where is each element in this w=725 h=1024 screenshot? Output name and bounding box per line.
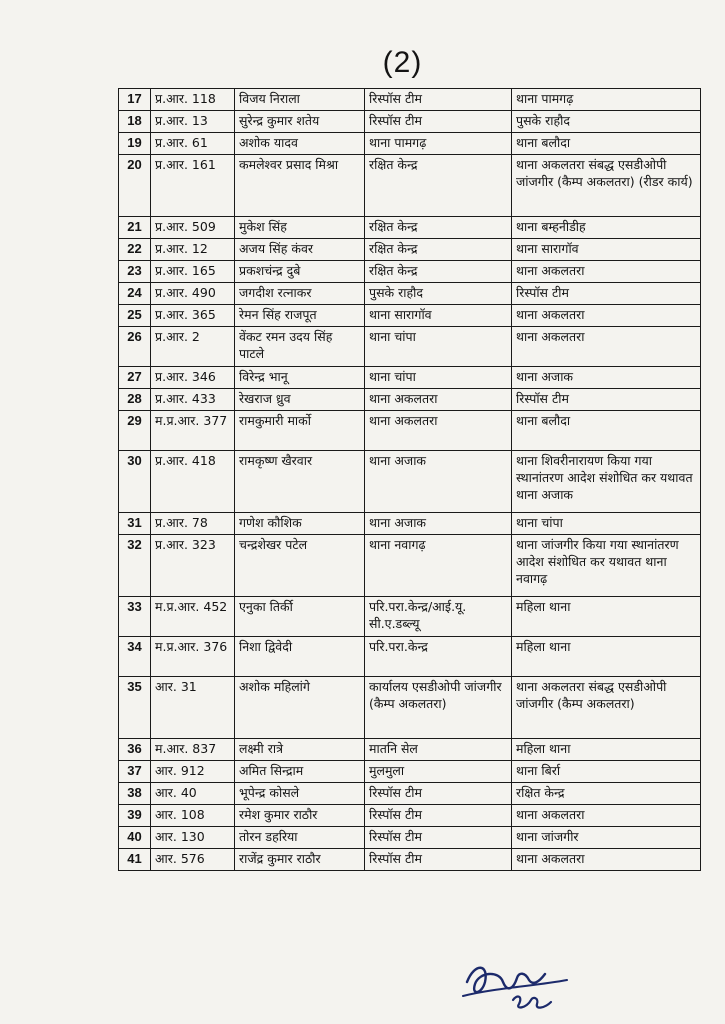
name-cell: विजय निराला [235, 89, 365, 111]
from-posting-cell: थाना अकलतरा [365, 389, 512, 411]
name-cell: गणेश कौशिक [235, 513, 365, 535]
rank-cell: आर. 576 [151, 849, 235, 871]
serial-cell: 19 [119, 133, 151, 155]
table-row [119, 155, 701, 217]
name-cell: रामकृष्ण खैरवार [235, 451, 365, 513]
table-row [119, 411, 701, 451]
table-row [119, 783, 701, 805]
serial-cell: 36 [119, 739, 151, 761]
name-cell: विरेन्द्र भानू [235, 367, 365, 389]
name-cell: निशा द्विवेदी [235, 637, 365, 677]
rank-cell: आर. 130 [151, 827, 235, 849]
to-posting-cell: महिला थाना [512, 739, 701, 761]
name-cell: वेंकट रमन उदय सिंह पाटले [235, 327, 365, 367]
name-cell: मुकेश सिंह [235, 217, 365, 239]
from-posting-cell: रक्षित केन्द्र [365, 217, 512, 239]
table-row [119, 451, 701, 513]
rank-cell: प्र.आर. 13 [151, 111, 235, 133]
table-row [119, 389, 701, 411]
from-posting-cell: पुसके राहौद [365, 283, 512, 305]
from-posting-cell: रिस्पॉस टीम [365, 827, 512, 849]
to-posting-cell: थाना बम्हनीडीह [512, 217, 701, 239]
table-row [119, 217, 701, 239]
to-posting-cell: थाना बिर्रा [512, 761, 701, 783]
rank-cell: म.प्र.आर. 377 [151, 411, 235, 451]
name-cell: अजय सिंह कंवर [235, 239, 365, 261]
to-posting-cell: थाना अकलतरा [512, 327, 701, 367]
to-posting-cell: थाना चांपा [512, 513, 701, 535]
table-row [119, 597, 701, 637]
from-posting-cell: थाना अजाक [365, 513, 512, 535]
serial-cell: 38 [119, 783, 151, 805]
table-row [119, 761, 701, 783]
table-row [119, 111, 701, 133]
from-posting-cell: मातनि सेल [365, 739, 512, 761]
table-row [119, 849, 701, 871]
from-posting-cell: थाना अजाक [365, 451, 512, 513]
table-row [119, 305, 701, 327]
name-cell: अशोक महिलांगे [235, 677, 365, 739]
to-posting-cell: थाना अकलतरा [512, 305, 701, 327]
rank-cell: प्र.आर. 323 [151, 535, 235, 597]
table-row [119, 239, 701, 261]
rank-cell: म.आर. 837 [151, 739, 235, 761]
name-cell: अशोक यादव [235, 133, 365, 155]
rank-cell: आर. 912 [151, 761, 235, 783]
to-posting-cell: थाना बलौदा [512, 133, 701, 155]
rank-cell: प्र.आर. 78 [151, 513, 235, 535]
table-row [119, 677, 701, 739]
table-row [119, 283, 701, 305]
serial-cell: 33 [119, 597, 151, 637]
serial-cell: 23 [119, 261, 151, 283]
to-posting-cell: रिस्पॉस टीम [512, 389, 701, 411]
serial-cell: 25 [119, 305, 151, 327]
to-posting-cell: थाना अजाक [512, 367, 701, 389]
serial-cell: 26 [119, 327, 151, 367]
serial-cell: 21 [119, 217, 151, 239]
to-posting-cell: थाना अकलतरा [512, 261, 701, 283]
serial-cell: 35 [119, 677, 151, 739]
to-posting-cell: थाना सारागॉव [512, 239, 701, 261]
table-row [119, 805, 701, 827]
to-posting-cell: महिला थाना [512, 637, 701, 677]
serial-cell: 22 [119, 239, 151, 261]
table-row [119, 637, 701, 677]
serial-cell: 24 [119, 283, 151, 305]
table-row [119, 739, 701, 761]
name-cell: भूपेन्द्र कोसले [235, 783, 365, 805]
from-posting-cell: रक्षित केन्द्र [365, 239, 512, 261]
table-row [119, 327, 701, 367]
table-row [119, 535, 701, 597]
from-posting-cell: परि.परा.केन्द्र/आई.यू. सी.ए.डब्ल्यू [365, 597, 512, 637]
name-cell: सुरेन्द्र कुमार शतेय [235, 111, 365, 133]
from-posting-cell: मुलमुला [365, 761, 512, 783]
transfer-table-body [119, 89, 701, 871]
to-posting-cell: महिला थाना [512, 597, 701, 637]
rank-cell: आर. 40 [151, 783, 235, 805]
name-cell: जगदीश रत्नाकर [235, 283, 365, 305]
rank-cell: प्र.आर. 365 [151, 305, 235, 327]
from-posting-cell: थाना पामगढ़ [365, 133, 512, 155]
table-row [119, 261, 701, 283]
page-number: (2) [382, 46, 423, 79]
to-posting-cell: थाना पामगढ़ [512, 89, 701, 111]
serial-cell: 31 [119, 513, 151, 535]
serial-cell: 40 [119, 827, 151, 849]
from-posting-cell: थाना नवागढ़ [365, 535, 512, 597]
rank-cell: प्र.आर. 118 [151, 89, 235, 111]
serial-cell: 32 [119, 535, 151, 597]
to-posting-cell: थाना अकलतरा [512, 849, 701, 871]
table-row [119, 89, 701, 111]
name-cell: रमेश कुमार राठौर [235, 805, 365, 827]
to-posting-cell: थाना जांजगीर [512, 827, 701, 849]
from-posting-cell: रिस्पॉस टीम [365, 805, 512, 827]
rank-cell: प्र.आर. 12 [151, 239, 235, 261]
signature [455, 952, 575, 1016]
from-posting-cell: कार्यालय एसडीओपी जांजगीर (कैम्प अकलतरा) [365, 677, 512, 739]
to-posting-cell: थाना जांजगीर किया गया स्थानांतरण आदेश संशोधित कर यथावत थाना नवागढ़ [512, 535, 701, 597]
to-posting-cell: थाना अकलतरा संबद्ध एसडीओपी जांजगीर (कैम्प अकलतरा) [512, 677, 701, 739]
table-row [119, 513, 701, 535]
to-posting-cell: पुसके राहौद [512, 111, 701, 133]
name-cell: लक्ष्मी रात्रे [235, 739, 365, 761]
from-posting-cell: रक्षित केन्द्र [365, 261, 512, 283]
rank-cell: प्र.आर. 490 [151, 283, 235, 305]
to-posting-cell: थाना अकलतरा संबद्ध एसडीओपी जांजगीर (कैम्प अकलतरा) (रीडर कार्य) [512, 155, 701, 217]
from-posting-cell: रक्षित केन्द्र [365, 155, 512, 217]
serial-cell: 37 [119, 761, 151, 783]
table-row [119, 133, 701, 155]
from-posting-cell: रिस्पॉस टीम [365, 849, 512, 871]
rank-cell: म.प्र.आर. 376 [151, 637, 235, 677]
to-posting-cell: थाना बलौदा [512, 411, 701, 451]
rank-cell: प्र.आर. 61 [151, 133, 235, 155]
from-posting-cell: परि.परा.केन्द्र [365, 637, 512, 677]
table-row [119, 827, 701, 849]
name-cell: प्रकशचंन्द्र दुबे [235, 261, 365, 283]
rank-cell: प्र.आर. 161 [151, 155, 235, 217]
from-posting-cell: थाना अकलतरा [365, 411, 512, 451]
name-cell: कमलेश्वर प्रसाद मिश्रा [235, 155, 365, 217]
from-posting-cell: रिस्पॉस टीम [365, 783, 512, 805]
name-cell: रेमन सिंह राजपूत [235, 305, 365, 327]
serial-cell: 17 [119, 89, 151, 111]
to-posting-cell: रिस्पॉस टीम [512, 283, 701, 305]
from-posting-cell: रिस्पॉस टीम [365, 111, 512, 133]
name-cell: रामकुमारी मार्को [235, 411, 365, 451]
to-posting-cell: थाना शिवरीनारायण किया गया स्थानांतरण आदेश संशोधित कर यथावत थाना अजाक [512, 451, 701, 513]
transfer-table [118, 88, 701, 871]
rank-cell: आर. 31 [151, 677, 235, 739]
from-posting-cell: थाना सारागॉव [365, 305, 512, 327]
name-cell: राजेंद्र कुमार राठौर [235, 849, 365, 871]
rank-cell: प्र.आर. 433 [151, 389, 235, 411]
from-posting-cell: थाना चांपा [365, 327, 512, 367]
rank-cell: म.प्र.आर. 452 [151, 597, 235, 637]
serial-cell: 20 [119, 155, 151, 217]
rank-cell: प्र.आर. 418 [151, 451, 235, 513]
serial-cell: 34 [119, 637, 151, 677]
rank-cell: प्र.आर. 509 [151, 217, 235, 239]
serial-cell: 29 [119, 411, 151, 451]
rank-cell: प्र.आर. 165 [151, 261, 235, 283]
serial-cell: 27 [119, 367, 151, 389]
serial-cell: 39 [119, 805, 151, 827]
from-posting-cell: रिस्पॉस टीम [365, 89, 512, 111]
serial-cell: 41 [119, 849, 151, 871]
name-cell: तोरन डहरिया [235, 827, 365, 849]
to-posting-cell: थाना अकलतरा [512, 805, 701, 827]
serial-cell: 28 [119, 389, 151, 411]
rank-cell: आर. 108 [151, 805, 235, 827]
serial-cell: 18 [119, 111, 151, 133]
rank-cell: प्र.आर. 2 [151, 327, 235, 367]
name-cell: अमित सिन्द्राम [235, 761, 365, 783]
name-cell: चन्द्रशेखर पटेल [235, 535, 365, 597]
serial-cell: 30 [119, 451, 151, 513]
name-cell: एनुका तिर्की [235, 597, 365, 637]
rank-cell: प्र.आर. 346 [151, 367, 235, 389]
from-posting-cell: थाना चांपा [365, 367, 512, 389]
to-posting-cell: रक्षित केन्द्र [512, 783, 701, 805]
table-row [119, 367, 701, 389]
name-cell: रेखराज ध्रुव [235, 389, 365, 411]
